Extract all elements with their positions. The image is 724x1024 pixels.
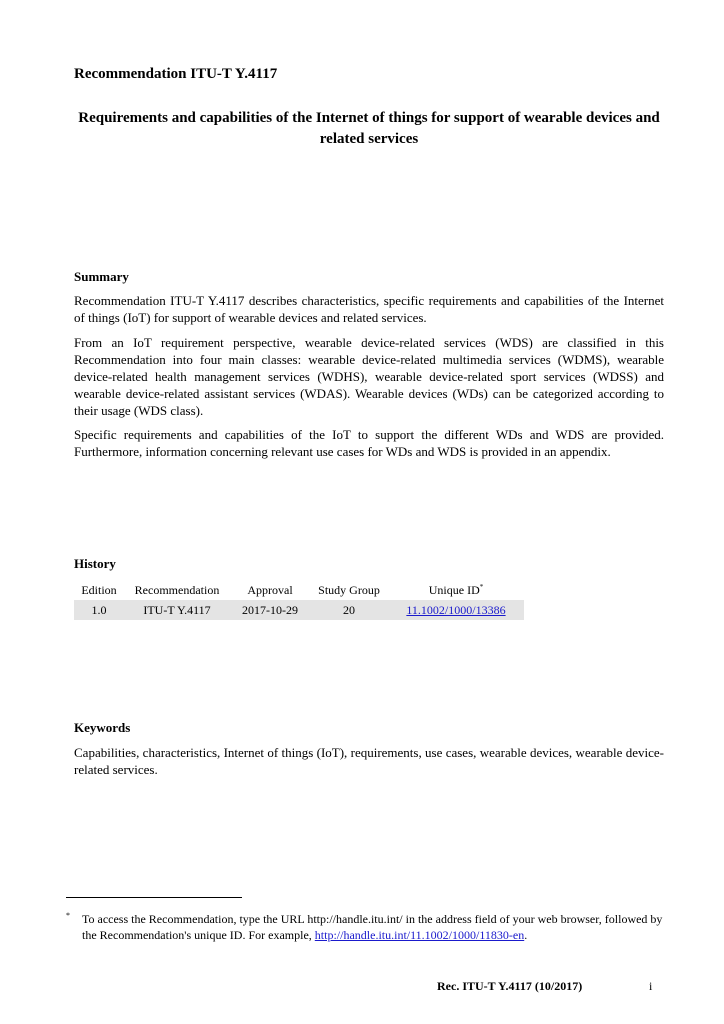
table-row: [74, 600, 524, 620]
recommendation-title: Recommendation ITU-T Y.4117: [74, 66, 278, 82]
unique-id-label: Unique ID: [428, 582, 480, 597]
footnote-body: [82, 911, 666, 943]
keywords-heading: Keywords: [74, 720, 131, 735]
summary-paragraph-1: Recommendation ITU-T Y.4117 describes characteristics, specific requirements and capabilities of the Internet of things (IoT) for support of wearable devices and related services.: [74, 293, 664, 325]
history-header-row: [74, 580, 524, 600]
footnote-marker: *: [479, 582, 484, 591]
summary-heading: Summary: [74, 269, 129, 284]
page-number: i: [649, 979, 653, 993]
history-table: [74, 580, 524, 620]
cell-edition: 1.0: [74, 600, 124, 620]
column-header-edition: Edition: [81, 582, 117, 597]
column-header-approval: Approval: [247, 582, 293, 597]
column-header-study-group: Study Group: [318, 582, 380, 597]
cell-approval: 2017-10-29: [230, 600, 310, 620]
cell-unique-id: [388, 600, 524, 620]
footnote-example-link[interactable]: http://handle.itu.int/11.1002/1000/11830-en: [314, 928, 525, 942]
unique-id-link[interactable]: 11.1002/1000/13386: [406, 602, 506, 617]
summary-paragraph-3: Specific requirements and capabilities of the IoT to support the different WDs and WDS are provided. Furthermore, information concerning relevant use cases for WDs and WDS is provided in an appendix.: [74, 427, 664, 459]
footnote-divider: [66, 897, 242, 898]
column-header-recommendation: Recommendation: [134, 582, 220, 597]
cell-recommendation: ITU-T Y.4117: [124, 600, 230, 620]
footnote: [66, 911, 666, 943]
column-header-unique-id: [388, 580, 524, 600]
footnote-text: To access the Recommendation, type the URL http://handle.itu.int/ in the address field of your web browser, followed by the Recommendation's unique ID. For example,: [82, 912, 663, 942]
document-title: Requirements and capabilities of the Internet of things for support of wearable devices and related services: [78, 110, 660, 147]
summary-paragraph-2: From an IoT requirement perspective, wearable device-related services (WDS) are classified in this Recommendation into four main classes: wearable device-related multimedia services (WDMS), wearable device-related health management services (WDHS), wearable device-related sport services (WDSS) and wearable device-related assistant services (WDAS). Wearable devices (WDs) can be categorized according to their usage (WDS class).: [74, 335, 664, 418]
keywords-text: Capabilities, characteristics, Internet of things (IoT), requirements, use cases, wearable devices, wearable device-related services.: [74, 745, 664, 777]
footnote-marker: *: [66, 911, 70, 920]
footnote-end: .: [524, 928, 528, 942]
cell-study-group: 20: [310, 600, 388, 620]
history-heading: History: [74, 556, 116, 571]
footer-label: Rec. ITU-T Y.4117 (10/2017): [437, 979, 583, 993]
